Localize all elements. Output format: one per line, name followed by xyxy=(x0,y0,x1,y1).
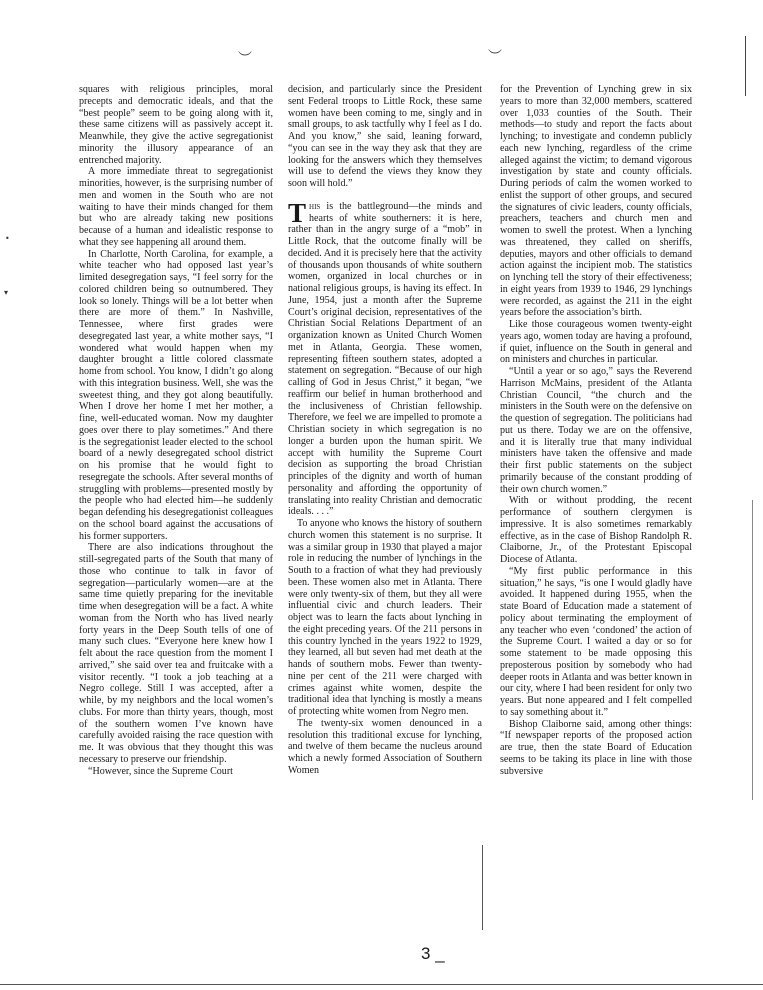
paragraph: “Until a year or so ago,” says the Reverend Harrison McMains, president of the Atlanta Christian Council, “the church and the ministers in the South were on the defensive on the question of segregation. The politicians had put us there. Today we are on the offensive, and it is literally true that many individual ministers have taken the offensive and made their first public statements on the subject primarily because of the constant prodding of their own church women.” xyxy=(500,366,692,495)
paragraph: With or without prodding, the recent performance of southern clergymen is impressive. It is also sometimes remarkably effective, as in the case of Bishop Randolph R. Claiborne, Jr., of the Protestant Episcopal Diocese of Atlanta. xyxy=(500,495,692,565)
scan-mark-top-center: ︶ xyxy=(238,51,252,67)
paragraph: A more immediate threat to segregationist minorities, however, is the surprising number of men and women in the South who are not waiting to have their minds changed for them but who are already taking new positions because of a human and idealistic response to what they see happening all around them. xyxy=(79,166,273,248)
text-column-1 xyxy=(79,84,273,777)
paragraph: To anyone who knows the history of southern church women this statement is no surprise. It was a similar group in 1930 that played a major role in reducing the number of lynchings in the South to a fraction of what they had previously been. These women also met in Atlanta. There were only twenty-six of them, but they all were influential civic and church leaders. Their object was to learn the facts about lynching in the eight preceding years. Of the 211 persons in this country lynched in the years 1922 to 1929, they learned, all but seven had met death at the hands of southern mobs. Fewer than twenty-nine per cent of the 211 were charged with crimes against white women, despite the traditional idea that lynching is mostly a means of protecting white women from Negro men. xyxy=(288,518,482,717)
paragraph: Bishop Claiborne said, among other things: “If newspaper reports of the proposed action are true, then the state Board of Education seems to be taking its place in line with those subversive xyxy=(500,718,692,777)
paragraph-text: is the battleground—the minds and hearts of white southerners: it is here, rather than in the angry surge of a “mob” in Little Rock, that the outcome finally will be decided. And it is precisely here that the activity of thousands upon thousands of white southern women, organized in local churches or in national religious groups, is having its effect. In June, 1954, just a month after the Supreme Court’s original decision, representatives of the Christian Social Relations Department of an organization known as United Church Women met in Atlanta, Georgia. These women, representing fifteen southern states, adopted a statement on segregation. “Because of our high calling of God in Jesus Christ,” it began, “we reaffirm our belief in human brotherhood and the inclusiveness of Christian fellowship. Therefore, we feel we are impelled to promote a Christian society in which segregation is no longer a burden upon the human spirit. We accept with humility the Supreme Court decision as supporting the broad Christian principles of the dignity and worth of human personality and affording the opportunity of translating into reality Christian and democratic ideals. . . .” xyxy=(288,200,482,518)
paragraph: There are also indications throughout the still-segregated parts of the South that many of those who continue to talk in favor of segregation—particularly women—are at the same time quietly preparing for the inevitable time when desegregation will be a fact. A white woman from the North who has lived nearly forty years in the Deep South tells of one of many such clues. “Everyone here knew how I felt about the race question from the moment I arrived,” she said over tea and fruitcake with a visitor recently. “I took a job teaching at a Negro college. Still I was accepted, after a while, by my neighbors and the local women’s clubs. For more than thirty years, though, most of the southern women I’ve known have carefully avoided raising the race question with me. It was obvious that they thought this was necessary to preserve our friendship. xyxy=(79,542,273,765)
page-number-value: 3 xyxy=(421,944,431,963)
scan-mark-left-1: • xyxy=(5,234,10,243)
scan-mark-left-2: ▾ xyxy=(4,288,9,297)
text-column-2 xyxy=(288,84,482,777)
scan-edge-bottom xyxy=(0,984,763,985)
column-margin-line xyxy=(482,845,483,930)
section-opening-paragraph xyxy=(288,197,482,518)
paragraph: In Charlotte, North Carolina, for example, a white teacher who had opposed last year’s limited desegregation says, “I feel sorry for the colored children being so outnumbered. They look so lonely. Things will be a lot better when there are more of them.” In Nashville, Tennessee, where first grades were desegregated last year, a white mother says, “I wondered what would happen when my daughter brought a little colored classmate home from school. You know, I didn’t go along with this integration business. Well, she was the sweetest thing, and they got along beautifully. When I drove her home I met her mother, a fine, well-educated woman. Now my daughter goes over there to play sometimes.” And there is the segregationist leader elected to the school board of a newly desegregated school district on his promise that he would fight to resegregate the schools. After several months of struggling with problems—presented mostly by the people who had elected him—he suddenly began defending his desegregationist colleagues on the school board against the accusations of his former supporters. xyxy=(79,248,273,542)
page-number-dash: _ xyxy=(430,944,445,963)
scan-mark-top-right: ︶ xyxy=(488,49,502,65)
paragraph: decision, and particularly since the President sent Federal troops to Little Rock, these same women have been coming to me, singly and in small groups, to ask tactfully why I feel as I do. And you know,” she said, leaning forward, “you can see in the way they ask that they are looking for the answers which they themselves will use to defend the views they know they soon will hold.” xyxy=(288,84,482,189)
scan-edge-top-right xyxy=(745,36,746,96)
paragraph: squares with religious principles, moral precepts and democratic ideals, and that the “best people” seem to be going along with it, these same citizens will as passively accept it. Meanwhile, they give the active segregationist minority the illusory appearance of an entrenched majority. xyxy=(79,84,273,166)
opening-word: his xyxy=(309,200,321,212)
paragraph: for the Prevention of Lynching grew in six years to more than 32,000 members, scattered over 1,033 counties of the South. Their methods—to study and report the facts about lynching; to investigate and condemn publicly each new lynching, regardless of the crime alleged against the victim; to demand vigorous investigation by state and county officials. During periods of calm the women worked to enlist the support of other groups, and secured the signatures of civic leaders, county officials, preachers, teachers and church men and women to swell the protest. When a lynching was threatened, they called on sheriffs, deputies, mayors and other officials to demand action against the incipient mob. The statistics on lynching tell the story of their effectiveness; in eight years from 1939 to 1946, 29 lynchings were recorded, as against the 211 in the eight years before the association’s birth. xyxy=(500,84,692,319)
page-number xyxy=(421,944,445,964)
paragraph: Like those courageous women twenty-eight years ago, women today are having a profound, if quiet, influence on the South in general and on ministers and churches in particular. xyxy=(500,319,692,366)
paragraph: “However, since the Supreme Court xyxy=(88,765,233,777)
scan-edge-right-middle xyxy=(752,500,753,800)
paragraph: The twenty-six women denounced in a resolution this traditional excuse for lynching, and twelve of them became the nucleus around which a newly formed Association of Southern Women xyxy=(288,717,482,776)
paragraph: “My first public performance in this situation,” he says, “is one I would gladly have avoided. It happened during 1955, when the state Board of Education made a statement of policy about terminating the employment of any teacher who even ‘condoned’ the action of the Supreme Court. I waited a day or so for some statement to be made opposing this preposterous position by somebody who had deeper roots in Atlanta and was better known in our city, where I had been resident for only two years. But none appeared and I felt compelled to say something about it.” xyxy=(500,565,692,718)
drop-cap-letter: T xyxy=(288,197,307,228)
section-break xyxy=(288,190,482,201)
text-column-3 xyxy=(500,84,692,777)
